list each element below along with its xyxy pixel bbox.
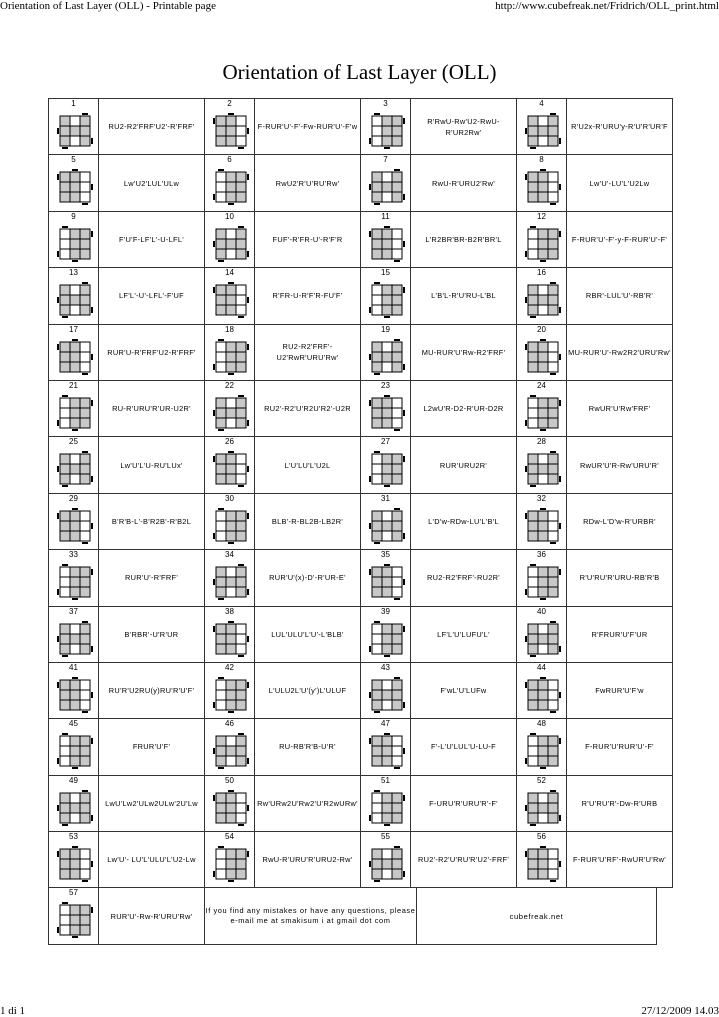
oll-case-number: 20 <box>537 324 546 334</box>
oll-case-algorithm: RBR'-LUL'U'-RB'R' <box>567 268 673 324</box>
oll-case-algorithm: RUR'U'-R'FRF' <box>99 550 205 606</box>
oll-case-diagram <box>367 449 407 491</box>
oll-case-diagram <box>55 844 95 886</box>
oll-case-diagram <box>211 449 251 491</box>
oll-case-diagram <box>55 167 95 209</box>
oll-case-number: 5 <box>71 155 76 165</box>
oll-case-number: 50 <box>225 775 234 785</box>
oll-case-cell <box>205 155 255 211</box>
oll-case-cell <box>517 325 567 381</box>
table-row <box>49 550 673 606</box>
oll-case-cell <box>517 437 567 493</box>
oll-case-algorithm: L'D'w-RDw-LU'L'B'L <box>411 494 517 550</box>
oll-case-number: 1 <box>71 99 76 108</box>
oll-case-number: 23 <box>381 380 390 390</box>
page-title: Orientation of Last Layer (OLL) <box>222 60 497 84</box>
oll-case-algorithm: LF'L'U'LUFU'L' <box>411 607 517 663</box>
oll-case-cell <box>517 155 567 211</box>
oll-case-diagram <box>523 844 563 886</box>
contact-note: If you find any mistakes or have any questions, please e-mail me at smakisum i at gmail dot com <box>205 888 417 944</box>
oll-case-cell <box>49 607 99 663</box>
oll-case-number: 29 <box>69 493 78 503</box>
oll-case-algorithm: Lw'U2'LUL'ULw <box>99 155 205 211</box>
table-row <box>49 437 673 493</box>
oll-case-number: 57 <box>69 888 78 898</box>
oll-case-cell <box>49 437 99 493</box>
oll-case-algorithm: RU2-R2'FRF'-U2'RwR'URU'Rw' <box>255 325 361 381</box>
oll-case-cell <box>49 325 99 381</box>
oll-case-algorithm: RwU-R'URU'R'URU2-Rw' <box>255 832 361 888</box>
oll-case-diagram <box>523 224 563 266</box>
oll-case-cell <box>361 212 411 268</box>
oll-case-algorithm: MU-RUR'U'Rw-R2'FRF' <box>411 325 517 381</box>
oll-case-algorithm: B'R'B-L'-B'R2B'-R'B2L <box>99 494 205 550</box>
oll-case-cell <box>205 268 255 324</box>
oll-table <box>48 98 673 945</box>
oll-case-diagram <box>523 337 563 379</box>
oll-case-diagram <box>211 506 251 548</box>
oll-case-diagram <box>55 224 95 266</box>
oll-case-cell <box>361 550 411 606</box>
oll-case-number: 34 <box>225 550 234 560</box>
oll-case-algorithm: L2wU'R-D2-R'UR-D2R <box>411 381 517 437</box>
oll-case-diagram <box>55 393 95 435</box>
oll-case-number: 9 <box>71 211 76 221</box>
oll-case-cell <box>361 325 411 381</box>
oll-case-number: 24 <box>537 380 546 390</box>
oll-case-algorithm: F'wL'U'LUFw <box>411 663 517 719</box>
print-footer-date: 27/12/2009 14.03 <box>641 1005 719 1017</box>
oll-case-cell <box>517 719 567 775</box>
oll-case-diagram <box>211 337 251 379</box>
oll-case-algorithm: R'U'RU'R'URU-RB'R'B <box>567 550 673 606</box>
oll-case-algorithm: FUF'-R'FR-U'-R'F'R <box>255 212 361 268</box>
table-row <box>49 719 673 775</box>
oll-case-diagram <box>367 224 407 266</box>
oll-case-algorithm: F-RUR'U'-F'-y-F-RUR'U'-F' <box>567 212 673 268</box>
oll-case-cell <box>517 832 567 888</box>
oll-case-number: 32 <box>537 493 546 503</box>
oll-case-cell <box>49 99 99 155</box>
oll-case-cell <box>49 832 99 888</box>
oll-case-diagram <box>523 506 563 548</box>
oll-case-diagram <box>523 111 563 153</box>
oll-case-number: 40 <box>537 606 546 616</box>
oll-case-algorithm: RUR'U'(x)-D'-R'UR-E' <box>255 550 361 606</box>
oll-case-diagram <box>523 562 563 604</box>
oll-case-number: 52 <box>537 775 546 785</box>
oll-case-cell <box>205 607 255 663</box>
oll-case-diagram <box>55 111 95 153</box>
oll-case-algorithm: RwU-R'URU2'Rw' <box>411 155 517 211</box>
oll-case-number: 53 <box>69 832 78 842</box>
oll-case-algorithm: Lw'U'-LU'L'U2Lw <box>567 155 673 211</box>
oll-case-algorithm: RU-R'URU'R'UR-U2R' <box>99 381 205 437</box>
oll-case-number: 7 <box>383 155 388 165</box>
oll-case-number: 22 <box>225 380 234 390</box>
oll-case-diagram <box>367 844 407 886</box>
oll-case-cell <box>205 494 255 550</box>
oll-case-cell <box>517 99 567 155</box>
table-row <box>49 888 673 944</box>
oll-case-diagram <box>55 900 95 942</box>
oll-case-number: 54 <box>225 832 234 842</box>
oll-case-algorithm: F'-L'U'LUL'U-LU-F <box>411 719 517 775</box>
oll-case-cell <box>49 212 99 268</box>
oll-case-diagram <box>55 788 95 830</box>
print-header-title: Orientation of Last Layer (OLL) - Printable page <box>0 0 216 12</box>
oll-case-diagram <box>523 788 563 830</box>
oll-case-diagram <box>55 562 95 604</box>
oll-case-cell <box>205 212 255 268</box>
oll-case-algorithm: RU2-R2'FRF'-RU2R' <box>411 550 517 606</box>
oll-case-algorithm: L'ULU2L'U'(y')L'ULUF <box>255 663 361 719</box>
oll-case-algorithm: R'FR-U-R'F'R-FU'F' <box>255 268 361 324</box>
oll-case-diagram <box>523 675 563 717</box>
oll-case-diagram <box>211 393 251 435</box>
oll-case-cell <box>361 437 411 493</box>
oll-case-number: 48 <box>537 719 546 729</box>
oll-case-diagram <box>211 280 251 322</box>
oll-case-number: 14 <box>225 268 234 278</box>
oll-case-cell <box>205 776 255 832</box>
oll-case-cell <box>361 155 411 211</box>
oll-case-number: 3 <box>383 99 388 108</box>
oll-case-diagram <box>367 788 407 830</box>
oll-case-cell <box>517 268 567 324</box>
oll-case-number: 35 <box>381 550 390 560</box>
oll-case-diagram <box>211 619 251 661</box>
oll-case-cell <box>49 776 99 832</box>
oll-case-diagram <box>211 844 251 886</box>
oll-case-number: 6 <box>227 155 232 165</box>
oll-case-number: 41 <box>69 662 78 672</box>
oll-case-diagram <box>523 731 563 773</box>
oll-case-diagram <box>367 167 407 209</box>
print-footer-page: 1 di 1 <box>0 1005 26 1017</box>
oll-case-diagram <box>55 675 95 717</box>
oll-case-algorithm: F-RUR'U'RUR'U'-F' <box>567 719 673 775</box>
oll-case-diagram <box>55 449 95 491</box>
oll-case-diagram <box>55 731 95 773</box>
oll-case-algorithm: BLB'-R-BL2B-LB2R' <box>255 494 361 550</box>
oll-case-algorithm: L'U'LU'L'U2L <box>255 437 361 493</box>
oll-case-algorithm: F-URU'R'URU'R'-F' <box>411 776 517 832</box>
oll-case-algorithm: RU2'-R2'U'R2U'R2'-U2R <box>255 381 361 437</box>
oll-case-cell <box>205 719 255 775</box>
oll-case-cell <box>361 663 411 719</box>
oll-case-number: 28 <box>537 437 546 447</box>
oll-case-diagram <box>367 506 407 548</box>
oll-case-cell <box>517 776 567 832</box>
oll-case-algorithm: RUR'U-R'FRF'U2-R'FRF' <box>99 325 205 381</box>
oll-case-number: 12 <box>537 211 546 221</box>
oll-case-diagram <box>367 731 407 773</box>
oll-case-diagram <box>367 337 407 379</box>
oll-case-diagram <box>211 562 251 604</box>
oll-case-cell <box>205 437 255 493</box>
oll-case-number: 42 <box>225 662 234 672</box>
oll-case-cell <box>49 719 99 775</box>
oll-case-algorithm: RwUR'U'R-Rw'URU'R' <box>567 437 673 493</box>
oll-case-number: 11 <box>381 211 390 221</box>
oll-case-number: 26 <box>225 437 234 447</box>
table-row <box>49 212 673 268</box>
oll-case-cell <box>205 99 255 155</box>
oll-case-cell <box>361 381 411 437</box>
oll-case-number: 46 <box>225 719 234 729</box>
oll-case-diagram <box>55 619 95 661</box>
oll-case-cell <box>361 719 411 775</box>
oll-case-cell <box>49 550 99 606</box>
oll-case-diagram <box>367 675 407 717</box>
oll-case-diagram <box>211 167 251 209</box>
oll-case-cell <box>361 776 411 832</box>
oll-case-number: 55 <box>381 832 390 842</box>
oll-case-number: 27 <box>381 437 390 447</box>
oll-case-number: 4 <box>539 99 544 108</box>
oll-case-algorithm: FwRUR'U'F'w <box>567 663 673 719</box>
oll-case-number: 21 <box>69 380 78 390</box>
oll-case-algorithm: MU-RUR'U'-Rw2R2'URU'Rw' <box>567 325 673 381</box>
oll-case-diagram <box>211 731 251 773</box>
table-row <box>49 325 673 381</box>
oll-case-number: 17 <box>69 324 78 334</box>
oll-case-cell <box>49 888 99 944</box>
oll-case-cell <box>205 325 255 381</box>
oll-case-algorithm: LwU'Lw2'ULw2ULw'2U'Lw <box>99 776 205 832</box>
oll-case-diagram <box>367 562 407 604</box>
oll-case-algorithm: RUR'URU2R' <box>411 437 517 493</box>
oll-case-number: 43 <box>381 662 390 672</box>
oll-case-algorithm: FRUR'U'F' <box>99 719 205 775</box>
print-header-url: http://www.cubefreak.net/Fridrich/OLL_print.html <box>495 0 719 12</box>
oll-case-number: 38 <box>225 606 234 616</box>
oll-case-number: 15 <box>381 268 390 278</box>
oll-case-cell <box>49 494 99 550</box>
site-name: cubefreak.net <box>417 888 657 944</box>
oll-case-number: 19 <box>381 324 390 334</box>
oll-case-diagram <box>367 111 407 153</box>
oll-case-diagram <box>367 280 407 322</box>
oll-case-algorithm: F-RUR'U'-F'-Fw-RUR'U'-F'w <box>255 99 361 155</box>
oll-case-cell <box>517 494 567 550</box>
oll-case-diagram <box>523 280 563 322</box>
oll-case-algorithm: Lw'U'L'U-RU'LUx' <box>99 437 205 493</box>
oll-case-cell <box>205 663 255 719</box>
oll-case-number: 16 <box>537 268 546 278</box>
oll-case-algorithm: RU-RB'R'B-U'R' <box>255 719 361 775</box>
oll-case-algorithm: L'B'L-R'U'RU-L'BL <box>411 268 517 324</box>
oll-case-algorithm: F'U'F-LF'L'-U-LFL' <box>99 212 205 268</box>
oll-case-number: 31 <box>381 493 390 503</box>
oll-case-diagram <box>367 393 407 435</box>
table-row <box>49 268 673 324</box>
oll-case-cell <box>517 550 567 606</box>
oll-case-number: 10 <box>225 211 234 221</box>
oll-case-diagram <box>55 280 95 322</box>
table-row <box>49 99 673 155</box>
oll-case-algorithm: RwUR'U'Rw'FRF' <box>567 381 673 437</box>
oll-case-algorithm: LUL'ULU'L'U'-L'BLB' <box>255 607 361 663</box>
oll-case-number: 18 <box>225 324 234 334</box>
oll-case-number: 45 <box>69 719 78 729</box>
oll-case-diagram <box>367 619 407 661</box>
oll-case-diagram <box>523 449 563 491</box>
oll-case-algorithm: R'U2x-R'URU'y-R'U'R'UR'F <box>567 99 673 155</box>
oll-case-cell <box>49 155 99 211</box>
oll-case-cell <box>361 607 411 663</box>
oll-case-cell <box>361 832 411 888</box>
oll-case-number: 8 <box>539 155 544 165</box>
oll-case-algorithm: LF'L'-U'-LFL'-F'UF <box>99 268 205 324</box>
oll-case-cell <box>517 212 567 268</box>
oll-case-diagram <box>55 506 95 548</box>
oll-case-algorithm: Lw'U'- LU'L'ULU'L'U2-Lw <box>99 832 205 888</box>
oll-case-algorithm: RwU2'R'U'RU'Rw' <box>255 155 361 211</box>
oll-case-diagram <box>523 619 563 661</box>
oll-case-number: 36 <box>537 550 546 560</box>
oll-case-diagram <box>211 675 251 717</box>
table-row <box>49 832 673 888</box>
oll-case-cell <box>49 268 99 324</box>
oll-case-diagram <box>523 167 563 209</box>
oll-case-algorithm: L'R2BR'BR-B2R'BR'L <box>411 212 517 268</box>
oll-case-diagram <box>523 393 563 435</box>
oll-case-algorithm: RDw-L'D'w-R'URBR' <box>567 494 673 550</box>
oll-case-cell <box>361 268 411 324</box>
oll-case-number: 13 <box>69 268 78 278</box>
oll-case-number: 25 <box>69 437 78 447</box>
table-row <box>49 155 673 211</box>
oll-case-cell <box>205 832 255 888</box>
oll-case-algorithm: B'RBR'-U'R'UR <box>99 607 205 663</box>
oll-case-number: 30 <box>225 493 234 503</box>
oll-case-number: 47 <box>381 719 390 729</box>
oll-case-cell <box>517 381 567 437</box>
oll-case-cell <box>361 494 411 550</box>
oll-case-diagram <box>211 111 251 153</box>
oll-case-cell <box>49 663 99 719</box>
oll-case-number: 2 <box>227 99 232 108</box>
oll-case-number: 51 <box>381 775 390 785</box>
oll-case-algorithm: RUR'U'-Rw-R'URU'Rw' <box>99 888 205 944</box>
oll-case-algorithm: F-RUR'U'RF'-RwUR'U'Rw' <box>567 832 673 888</box>
oll-case-diagram <box>211 224 251 266</box>
oll-case-number: 44 <box>537 662 546 672</box>
oll-case-cell <box>205 381 255 437</box>
oll-case-algorithm: RU2'-R2'U'RU'R'U2'-FRF' <box>411 832 517 888</box>
table-row <box>49 663 673 719</box>
oll-case-number: 33 <box>69 550 78 560</box>
oll-case-diagram <box>55 337 95 379</box>
oll-case-diagram <box>211 788 251 830</box>
oll-case-algorithm: RU'R'U2RU(y)RU'R'U'F' <box>99 663 205 719</box>
oll-case-number: 49 <box>69 775 78 785</box>
table-row <box>49 494 673 550</box>
oll-case-cell <box>517 607 567 663</box>
table-row <box>49 607 673 663</box>
oll-case-algorithm: RU2-R2'FRF'U2'-R'FRF' <box>99 99 205 155</box>
oll-case-number: 39 <box>381 606 390 616</box>
oll-case-number: 37 <box>69 606 78 616</box>
oll-case-algorithm: R'RwU-Rw'U2-RwU-R'UR2Rw' <box>411 99 517 155</box>
table-row <box>49 776 673 832</box>
oll-case-algorithm: R'U'RU'R'-Dw-R'URB <box>567 776 673 832</box>
oll-case-algorithm: Rw'URw2U'Rw2'U'R2wURw' <box>255 776 361 832</box>
oll-case-cell <box>205 550 255 606</box>
oll-case-number: 56 <box>537 832 546 842</box>
oll-case-cell <box>49 381 99 437</box>
table-row <box>49 381 673 437</box>
oll-case-cell <box>517 663 567 719</box>
oll-case-cell <box>361 99 411 155</box>
oll-case-algorithm: R'FRUR'U'F'UR <box>567 607 673 663</box>
